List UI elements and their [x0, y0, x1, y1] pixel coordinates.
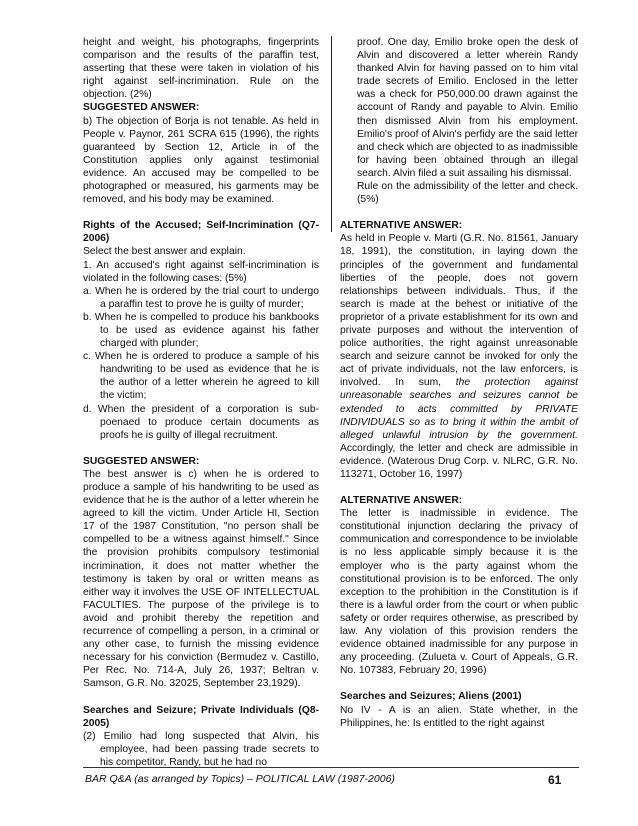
topic-heading: Rights of the Accused; Self-Incrimination (Q7-2006)	[83, 220, 319, 245]
paragraph: proof. One day, Emilio broke open the desk of Alvin and discovered a letter wherein Randy thanked Alvin for having passed on to him vital trade secrets of Emilio. Enclosed in the letter was a check for P50,000.00 drawn against the account of Randy and payable to Alvin. Emilio then dismissed Alvin from his employment. Emilio's proof of Alvin's perfidy are the said letter and check which are objected to as inadmissible for having been obtained through an illegal search. Alvin filed a suit assailing his dismissal.	[357, 37, 578, 179]
paragraph: No IV - A is an alien. State whether, in the Philippines, he: Is entitled to the right against	[340, 704, 578, 729]
paragraph	[340, 232, 578, 481]
list-item: b. When he is compelled to produce his bankbooks to be used as evidence against his father charged with plunder;	[83, 311, 319, 350]
right-column	[340, 36, 578, 730]
left-column	[83, 36, 319, 769]
paragraph: (2) Emilio had long suspected that Alvin, his employee, had been passing trade secrets to his competitor, Randy, but he had no	[83, 730, 319, 768]
page-number: 61	[548, 773, 562, 787]
suggested-answer-heading: SUGGESTED ANSWER:	[83, 102, 200, 114]
alternative-answer-heading: ALTERNATIVE ANSWER:	[340, 220, 463, 232]
paragraph: Select the best answer and explain.	[83, 246, 246, 258]
footer-title: BAR Q&A (as arranged by Topics) – POLITICAL LAW (1987-2006)	[85, 773, 395, 785]
paragraph: height and weight, his photographs, fingerprints comparison and the results of the paraffin test, asserting that these were taken in violation of his right against self-incrimination. Rule on the objection. (2%)	[83, 37, 319, 101]
suggested-answer-heading: SUGGESTED ANSWER:	[83, 455, 200, 467]
footer-rule	[83, 767, 579, 768]
text-run: Accordingly, the letter and check are admissible in evidence. (Waterous Drug Corp. v. NLRC, G.R. No. 113271, October 16, 1997)	[340, 442, 578, 480]
paragraph: Rule on the admissibility of the letter and check. (5%)	[357, 181, 578, 206]
topic-heading: Searches and Seizure; Private Individuals (Q8-2005)	[83, 704, 319, 729]
alternative-answer-heading: ALTERNATIVE ANSWER:	[340, 495, 463, 507]
list-item: a. When he is ordered by the trial court to undergo a paraffin test to prove he is guilty of murder;	[83, 285, 319, 310]
paragraph: The letter is inadmissible in evidence. The constitutional injunction declaring the privacy of communication and correspondence to be inviolable is no less applicable simply because it is the employer who is the party against whom the constitutional provision is to be enforced. The only exception to the prohibition in the Constitution is if there is a lawful order from the court or when public safety or order requires otherwise, as prescribed by law. Any violation of this provision renders the evidence obtained inadmissible for any purpose in any proceeding. (Zulueta v. Court of Appeals, G.R. No. 107383, February 20, 1996)	[340, 508, 578, 677]
italic-text-run: the protection against unreasonable searches and seizures cannot be extended to acts committed by PRIVATE INDIVIDUALS so as to bring it within the ambit of alleged unlawful intrusion by the government.	[340, 377, 579, 441]
list-item: c. When he is ordered to produce a sample of his handwriting to be used as evidence that he is the author of a letter wherein he agreed to kill the victim;	[83, 351, 319, 402]
paragraph: b) The objection of Borja is not tenable. As held in People v. Paynor, 261 SCRA 615 (1996), the rights guaranteed by Section 12, Article in of the Constitution applies only against testimonial evidence. An accused may be compelled to be photographed or measured, his garments may be removed, and his body may be examined.	[83, 115, 319, 206]
text-run: As held in People v. Marti (G.R. No. 81561, January 18, 1991), the constitution, in laying down the principles of the government and fundamental liberties of the people, does not govern relationships between individuals. Thus, if the search is made at the behest or initiative of the proprietor of a private establishment for its own and private purposes and without the intervention of police authorities, the right against unreasonable search and seizure cannot be invoked for only the act of private individuals, not the law enforcers, is involved. In sum,	[340, 233, 578, 389]
topic-heading: Searches and Seizures; Aliens (2001)	[340, 691, 522, 703]
list-item: d. When the president of a corporation is sub-poenaed to produce certain documents as proofs he is guilty of illegal recruitment.	[83, 403, 319, 441]
paragraph: The best answer is c) when he is ordered to produce a sample of his handwriting to be used as evidence that he is the author of a letter wherein he agreed to kill the victim. Under Article HI, Section 17 of the 1987 Constitution, "no person shall be compelled to be a witness against himself." Since the provision prohibits compulsory testimonial incrimination, it does not matter whether the testimony is taken by oral or written means as either way it involves the USE OF INTELLECTUAL FACULTIES. The purpose of the privilege is to avoid and prohibit thereby the repetition and recurrence of compelling a person, in a criminal or any other case, to furnish the missing evidence necessary for his conviction (Bermudez v. Castillo, Per Rec. No. 714-A, July 26, 1937; Beltran v. Samson, G.R. No. 32025, September 23,1929).	[83, 468, 319, 690]
paragraph: 1. An accused's right against self-incrimination is violated in the following cases: (5%)	[83, 259, 319, 284]
column-divider	[331, 36, 332, 232]
